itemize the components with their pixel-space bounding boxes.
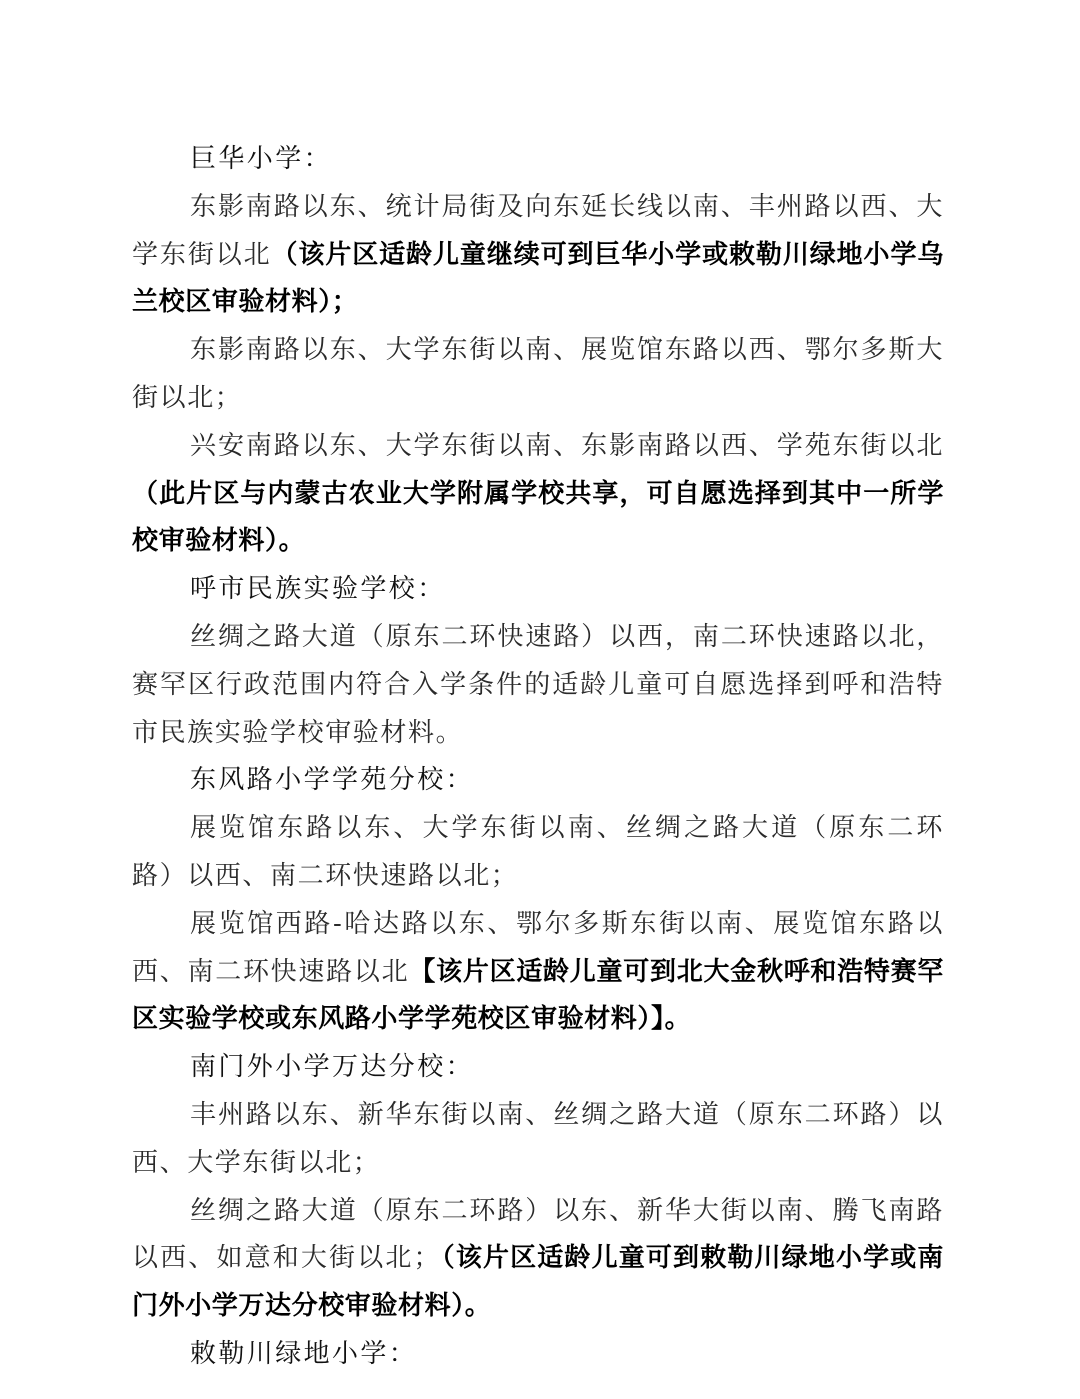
paragraph-minzu-area: 丝绸之路大道（原东二环快速路）以西，南二环快速路以北，赛罕区行政范围内符合入学条件的适龄儿童可自愿选择到呼和浩特市民族实验学校审验材料。 [132,621,944,748]
section-heading-dongfenglu: 东风路小学学苑分校： [190,765,475,796]
emphasis-note: （该片区适龄儿童可到敕勒川绿地小学或南门外小学万达分校审验材料）。 [132,1243,944,1322]
paragraph-dongfenglu-area-1: 展览馆东路以东、大学东街以南、丝绸之路大道（原东二环路）以西、南二环快速路以北； [132,813,944,891]
emphasis-note: （此片区与内蒙古农业大学附属学校共享，可自愿选择到其中一所学校审验材料）。 [132,478,944,557]
emphasis-note: 【该片区适龄儿童可到北大金秋呼和浩特赛罕区实验学校或东风路小学学苑校区审验材料）】。 [132,956,944,1035]
paragraph-nanmenwai-area-1: 丰州路以东、新华东街以南、丝绸之路大道（原东二环路）以西、大学东街以北； [132,1099,944,1178]
paragraph-juhua-area-3: 兴安南路以东、大学东街以南、东影南路以西、学苑东街以北（此片区与内蒙古农业大学附属学校共享，可自愿选择到其中一所学校审验材料）。 [132,430,944,557]
section-heading-minzu: 呼市民族实验学校： [190,574,446,605]
paragraph-juhua-area-1: 东影南路以东、统计局街及向东延长线以南、丰州路以西、大学东街以北（该片区适龄儿童继续可到巨华小学或敕勒川绿地小学乌兰校区审验材料）； [132,191,944,318]
section-heading-chilechuan: 敕勒川绿地小学： [190,1338,418,1369]
section-heading-nanmenwai: 南门外小学万达分校： [190,1052,475,1083]
paragraph-dongfenglu-area-2: 展览馆西路-哈达路以东、鄂尔多斯东街以南、展览馆东路以西、南二环快速路以北【该片区适龄儿童可到北大金秋呼和浩特赛罕区实验学校或东风路小学学苑校区审验材料）】。 [132,908,944,1035]
paragraph-juhua-area-2: 东影南路以东、大学东街以南、展览馆东路以西、鄂尔多斯大街以北； [132,335,944,413]
section-heading-juhua: 巨华小学： [190,144,333,174]
emphasis-note: （该片区适龄儿童继续可到巨华小学或敕勒川绿地小学乌兰校区审验材料）； [132,239,944,318]
paragraph-nanmenwai-area-2: 丝绸之路大道（原东二环路）以东、新华大街以南、腾飞南路以西、如意和大街以北；（该片区适龄儿童可到敕勒川绿地小学或南门外小学万达分校审验材料）。 [132,1195,944,1322]
document-page [132,136,944,1379]
